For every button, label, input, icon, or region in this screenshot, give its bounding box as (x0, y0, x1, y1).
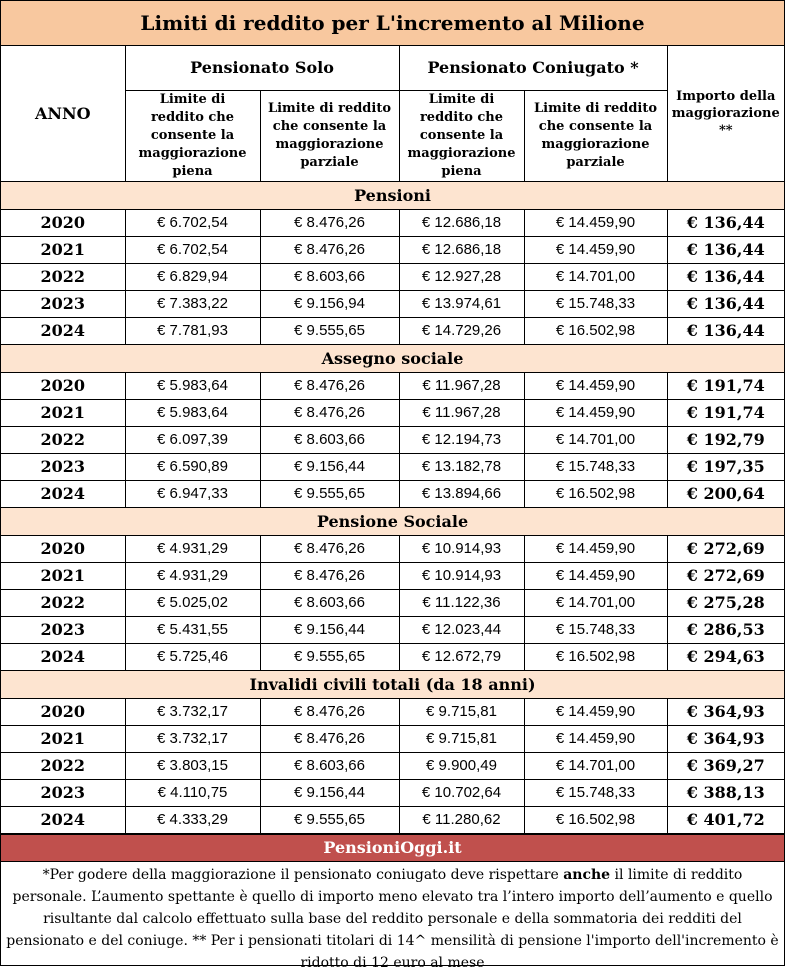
cell-solo-piena: € 3.803,15 (125, 752, 260, 779)
cell-coniugato-piena: € 13.182,78 (399, 453, 524, 480)
cell-coniugato-piena: € 13.974,61 (399, 290, 524, 317)
cell-coniugato-piena: € 10.914,93 (399, 535, 524, 562)
cell-coniugato-parziale: € 14.701,00 (524, 589, 667, 616)
cell-coniugato-parziale: € 14.459,90 (524, 372, 667, 399)
cell-coniugato-parziale: € 15.748,33 (524, 779, 667, 806)
cell-solo-parziale: € 8.476,26 (260, 698, 399, 725)
cell-importo: € 197,35 (667, 453, 784, 480)
header-solo-piena: Limite di reddito che consente la maggiorazione piena (125, 90, 260, 181)
cell-solo-parziale: € 8.603,66 (260, 752, 399, 779)
cell-coniugato-piena: € 12.023,44 (399, 616, 524, 643)
cell-solo-parziale: € 8.476,26 (260, 562, 399, 589)
cell-year: 2021 (1, 399, 125, 426)
footnote-emphasis: anche (563, 866, 611, 883)
header-importo: Importo della maggiorazione ** (667, 46, 784, 181)
cell-solo-parziale: € 9.156,44 (260, 779, 399, 806)
cell-coniugato-piena: € 10.702,64 (399, 779, 524, 806)
cell-year: 2024 (1, 480, 125, 507)
cell-importo: € 272,69 (667, 535, 784, 562)
cell-importo: € 136,44 (667, 209, 784, 236)
table-row (1, 209, 784, 236)
cell-coniugato-parziale: € 15.748,33 (524, 290, 667, 317)
cell-importo: € 136,44 (667, 263, 784, 290)
cell-coniugato-parziale: € 14.459,90 (524, 399, 667, 426)
footnote-rest: il limite di reddito personale. L’aumento spettante è quello di importo meno elevato tra l’intero importo dell’aumento e quello risultante dal calcolo effettuato sulla base del reddito personale e della sommatoria dei redditi del pensionato e del coniuge. ** Per i pensionati titolari di 14^ mensilità di pensione l'importo dell'incremento è ridotto di 12 euro al mese (6, 866, 779, 971)
cell-year: 2020 (1, 535, 125, 562)
cell-year: 2024 (1, 317, 125, 344)
cell-importo: € 286,53 (667, 616, 784, 643)
cell-solo-piena: € 5.025,02 (125, 589, 260, 616)
cell-solo-parziale: € 8.476,26 (260, 372, 399, 399)
cell-solo-parziale: € 8.476,26 (260, 209, 399, 236)
table-row (1, 317, 784, 344)
cell-importo: € 191,74 (667, 399, 784, 426)
brand-banner: PensioniOggi.it (1, 834, 784, 862)
cell-solo-parziale: € 9.156,44 (260, 616, 399, 643)
cell-importo: € 136,44 (667, 317, 784, 344)
cell-year: 2023 (1, 779, 125, 806)
table-title: Limiti di reddito per L'incremento al Milione (1, 1, 784, 46)
header-pensionato-solo: Pensionato Solo (125, 46, 399, 90)
cell-year: 2020 (1, 372, 125, 399)
cell-importo: € 136,44 (667, 290, 784, 317)
cell-coniugato-piena: € 12.927,28 (399, 263, 524, 290)
cell-solo-parziale: € 8.476,26 (260, 535, 399, 562)
cell-coniugato-parziale: € 14.459,90 (524, 535, 667, 562)
section-label: Pensioni (1, 181, 784, 209)
header-pensionato-coniugato: Pensionato Coniugato * (399, 46, 667, 90)
cell-coniugato-parziale: € 16.502,98 (524, 480, 667, 507)
cell-solo-parziale: € 9.555,65 (260, 480, 399, 507)
table-row (1, 589, 784, 616)
cell-coniugato-piena: € 9.900,49 (399, 752, 524, 779)
footnote-start: *Per godere della maggiorazione il pensionato coniugato deve rispettare (42, 866, 564, 883)
cell-solo-parziale: € 8.603,66 (260, 426, 399, 453)
cell-coniugato-piena: € 11.280,62 (399, 806, 524, 833)
cell-year: 2023 (1, 616, 125, 643)
cell-coniugato-parziale: € 14.459,90 (524, 562, 667, 589)
cell-solo-piena: € 7.781,93 (125, 317, 260, 344)
table-row (1, 236, 784, 263)
cell-solo-parziale: € 9.555,65 (260, 317, 399, 344)
cell-importo: € 192,79 (667, 426, 784, 453)
table-row (1, 263, 784, 290)
cell-solo-piena: € 6.829,94 (125, 263, 260, 290)
table-row (1, 290, 784, 317)
table-row (1, 453, 784, 480)
section-label: Assegno sociale (1, 344, 784, 372)
cell-coniugato-piena: € 9.715,81 (399, 698, 524, 725)
header-coniugato-parziale: Limite di reddito che consente la maggiorazione parziale (524, 90, 667, 181)
table-row (1, 616, 784, 643)
section-row (1, 670, 784, 698)
cell-year: 2024 (1, 643, 125, 670)
cell-solo-parziale: € 9.156,94 (260, 290, 399, 317)
cell-coniugato-parziale: € 14.701,00 (524, 752, 667, 779)
cell-importo: € 294,63 (667, 643, 784, 670)
cell-solo-parziale: € 8.476,26 (260, 725, 399, 752)
cell-solo-piena: € 6.590,89 (125, 453, 260, 480)
table-row (1, 535, 784, 562)
table-row (1, 779, 784, 806)
cell-importo: € 275,28 (667, 589, 784, 616)
cell-coniugato-parziale: € 14.459,90 (524, 209, 667, 236)
cell-solo-piena: € 7.383,22 (125, 290, 260, 317)
cell-coniugato-piena: € 9.715,81 (399, 725, 524, 752)
cell-year: 2022 (1, 752, 125, 779)
cell-coniugato-parziale: € 14.459,90 (524, 236, 667, 263)
table-row (1, 698, 784, 725)
cell-coniugato-parziale: € 14.701,00 (524, 426, 667, 453)
cell-coniugato-piena: € 11.122,36 (399, 589, 524, 616)
cell-year: 2020 (1, 209, 125, 236)
cell-solo-parziale: € 8.603,66 (260, 589, 399, 616)
table-row (1, 480, 784, 507)
cell-coniugato-piena: € 10.914,93 (399, 562, 524, 589)
cell-year: 2024 (1, 806, 125, 833)
table-body (1, 181, 784, 833)
cell-coniugato-piena: € 11.967,28 (399, 399, 524, 426)
table-row (1, 426, 784, 453)
cell-importo: € 364,93 (667, 725, 784, 752)
cell-coniugato-piena: € 12.686,18 (399, 236, 524, 263)
table-row (1, 752, 784, 779)
cell-solo-piena: € 6.097,39 (125, 426, 260, 453)
cell-year: 2020 (1, 698, 125, 725)
cell-coniugato-piena: € 13.894,66 (399, 480, 524, 507)
cell-solo-parziale: € 8.603,66 (260, 263, 399, 290)
cell-year: 2023 (1, 453, 125, 480)
cell-year: 2022 (1, 263, 125, 290)
cell-coniugato-parziale: € 14.459,90 (524, 698, 667, 725)
cell-year: 2022 (1, 589, 125, 616)
footnote (1, 862, 784, 974)
cell-solo-piena: € 4.931,29 (125, 562, 260, 589)
cell-year: 2021 (1, 236, 125, 263)
cell-importo: € 136,44 (667, 236, 784, 263)
table-row (1, 725, 784, 752)
cell-year: 2022 (1, 426, 125, 453)
table-row (1, 372, 784, 399)
cell-solo-piena: € 6.702,54 (125, 209, 260, 236)
cell-importo: € 364,93 (667, 698, 784, 725)
data-table (1, 46, 784, 834)
section-row (1, 181, 784, 209)
table-row (1, 562, 784, 589)
section-row (1, 507, 784, 535)
cell-importo: € 369,27 (667, 752, 784, 779)
cell-importo: € 191,74 (667, 372, 784, 399)
cell-solo-parziale: € 8.476,26 (260, 236, 399, 263)
cell-solo-parziale: € 8.476,26 (260, 399, 399, 426)
cell-importo: € 401,72 (667, 806, 784, 833)
cell-coniugato-parziale: € 14.459,90 (524, 725, 667, 752)
cell-solo-piena: € 6.947,33 (125, 480, 260, 507)
cell-coniugato-piena: € 12.194,73 (399, 426, 524, 453)
cell-solo-parziale: € 9.555,65 (260, 643, 399, 670)
cell-coniugato-parziale: € 14.701,00 (524, 263, 667, 290)
section-row (1, 344, 784, 372)
cell-solo-parziale: € 9.555,65 (260, 806, 399, 833)
cell-coniugato-parziale: € 15.748,33 (524, 616, 667, 643)
cell-importo: € 388,13 (667, 779, 784, 806)
cell-importo: € 200,64 (667, 480, 784, 507)
cell-coniugato-parziale: € 16.502,98 (524, 806, 667, 833)
cell-solo-piena: € 5.983,64 (125, 372, 260, 399)
cell-coniugato-piena: € 14.729,26 (399, 317, 524, 344)
cell-solo-piena: € 5.983,64 (125, 399, 260, 426)
table-row (1, 643, 784, 670)
cell-solo-piena: € 5.725,46 (125, 643, 260, 670)
cell-solo-piena: € 3.732,17 (125, 698, 260, 725)
cell-year: 2021 (1, 562, 125, 589)
cell-solo-piena: € 4.110,75 (125, 779, 260, 806)
table-row (1, 399, 784, 426)
header-solo-parziale: Limite di reddito che consente la maggiorazione parziale (260, 90, 399, 181)
cell-coniugato-parziale: € 15.748,33 (524, 453, 667, 480)
header-coniugato-piena: Limite di reddito che consente la maggiorazione piena (399, 90, 524, 181)
section-label: Invalidi civili totali (da 18 anni) (1, 670, 784, 698)
cell-coniugato-parziale: € 16.502,98 (524, 643, 667, 670)
cell-coniugato-parziale: € 16.502,98 (524, 317, 667, 344)
cell-importo: € 272,69 (667, 562, 784, 589)
cell-coniugato-piena: € 11.967,28 (399, 372, 524, 399)
cell-solo-piena: € 6.702,54 (125, 236, 260, 263)
table-row (1, 806, 784, 833)
cell-solo-parziale: € 9.156,44 (260, 453, 399, 480)
cell-year: 2023 (1, 290, 125, 317)
cell-coniugato-piena: € 12.672,79 (399, 643, 524, 670)
cell-coniugato-piena: € 12.686,18 (399, 209, 524, 236)
section-label: Pensione Sociale (1, 507, 784, 535)
cell-solo-piena: € 4.931,29 (125, 535, 260, 562)
header-anno: ANNO (1, 46, 125, 181)
cell-solo-piena: € 4.333,29 (125, 806, 260, 833)
cell-solo-piena: € 3.732,17 (125, 725, 260, 752)
cell-year: 2021 (1, 725, 125, 752)
cell-solo-piena: € 5.431,55 (125, 616, 260, 643)
